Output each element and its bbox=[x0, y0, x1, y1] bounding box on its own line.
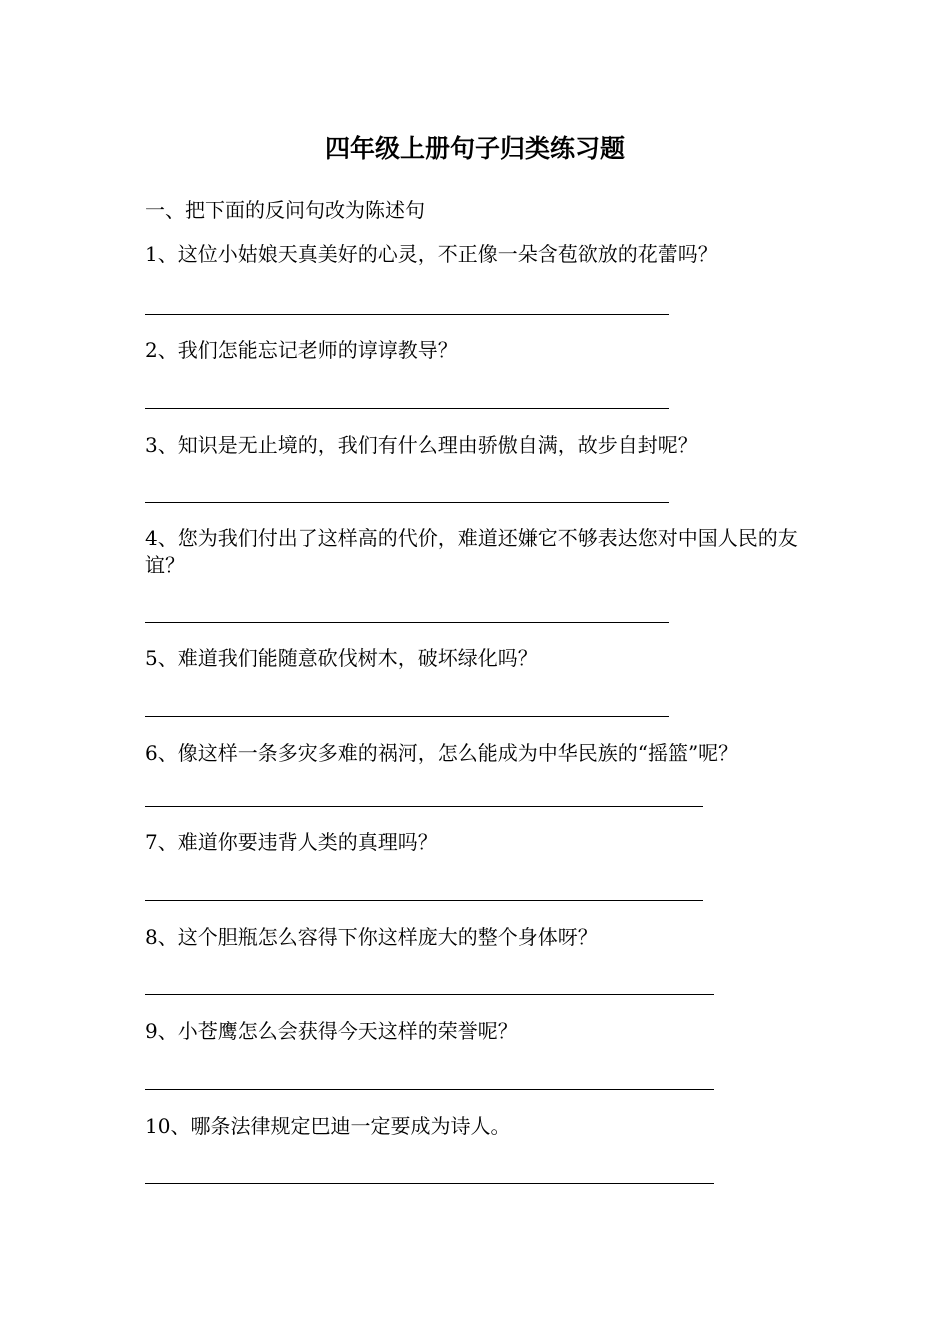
answer-line-8[interactable] bbox=[145, 994, 714, 995]
question-2-text: 2、我们怎能忘记老师的谆谆教导？ bbox=[145, 338, 458, 362]
answer-line-7[interactable] bbox=[145, 900, 703, 901]
question-5-text: 5、难道我们能随意砍伐树木，破坏绿化吗？ bbox=[145, 646, 538, 670]
answer-line-9[interactable] bbox=[145, 1089, 714, 1090]
section-heading: 一、把下面的反问句改为陈述句 bbox=[145, 198, 425, 222]
question-1-text: 1、这位小姑娘天真美好的心灵，不正像一朵含苞欲放的花蕾吗？ bbox=[145, 242, 718, 266]
question-8-text: 8、这个胆瓶怎么容得下你这样庞大的整个身体呀？ bbox=[145, 925, 598, 949]
answer-line-4[interactable] bbox=[145, 622, 669, 623]
question-6-text: 6、像这样一条多灾多难的祸河，怎么能成为中华民族的“摇篮”呢？ bbox=[145, 741, 739, 765]
page-title: 四年级上册句子归类练习题 bbox=[324, 134, 625, 163]
question-3-text: 3、知识是无止境的，我们有什么理由骄傲自满，故步自封呢？ bbox=[145, 433, 698, 457]
answer-line-5[interactable] bbox=[145, 716, 669, 717]
answer-line-2[interactable] bbox=[145, 408, 669, 409]
question-9-text: 9、小苍鹰怎么会获得今天这样的荣誉呢？ bbox=[145, 1019, 518, 1043]
answer-line-1[interactable] bbox=[145, 314, 669, 315]
question-7-text: 7、难道你要违背人类的真理吗？ bbox=[145, 830, 438, 854]
answer-line-3[interactable] bbox=[145, 502, 669, 503]
question-10-text: 10、哪条法律规定巴迪一定要成为诗人。 bbox=[145, 1114, 511, 1138]
answer-line-6[interactable] bbox=[145, 806, 703, 807]
question-4-text: 4、您为我们付出了这样高的代价，难道还嫌它不够表达您对中国人民的友谊？ bbox=[145, 526, 798, 577]
answer-line-10[interactable] bbox=[145, 1183, 714, 1184]
